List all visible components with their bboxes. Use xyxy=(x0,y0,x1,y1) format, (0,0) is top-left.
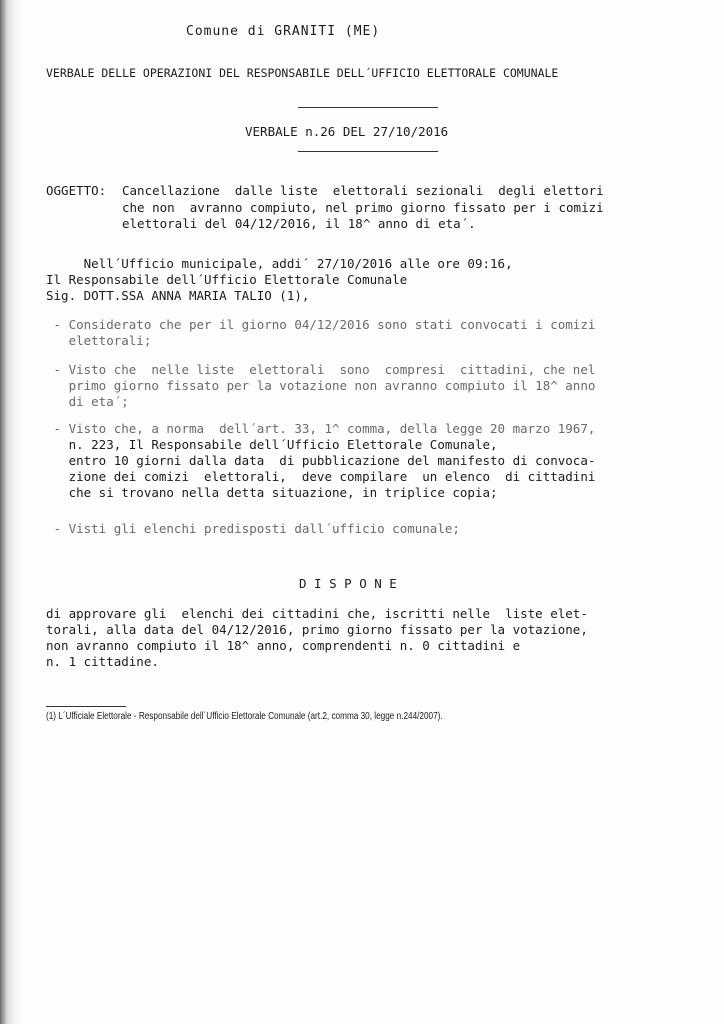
dispone-line-2: torali, alla data del 04/12/2016, primo giorno fissato per la votazione, xyxy=(46,622,588,637)
consideration-3-line-5: che si trovano nella detta situazione, in triplice copia; xyxy=(46,485,498,500)
oggetto-line-2: che non avranno compiuto, nel primo giorno fissato per i comizi xyxy=(122,200,604,215)
consideration-1-line-1: - Considerato che per il giorno 04/12/2016 sono stati convocati i comizi xyxy=(46,317,596,332)
consideration-2-line-1: - Visto che nelle liste elettorali sono compresi cittadini, che nel xyxy=(46,362,596,377)
consideration-3-line-4: zione dei comizi elettorali, deve compilare un elenco di cittadini xyxy=(46,469,596,484)
document-subtitle: VERBALE DELLE OPERAZIONI DEL RESPONSABILE DELL´UFFICIO ELETTORALE COMUNALE xyxy=(46,66,559,80)
intro-line-2: Il Responsabile dell´Ufficio Elettorale Comunale xyxy=(46,272,408,287)
oggetto-line-3: elettorali del 04/12/2016, il 18^ anno di eta´. xyxy=(122,216,476,231)
consideration-2-line-3: di eta´; xyxy=(46,394,129,409)
dispone-line-1: di approvare gli elenchi dei cittadini che, iscritti nelle liste elet- xyxy=(46,606,588,621)
consideration-3-line-3: entro 10 giorni dalla data di pubblicazione del manifesto di convoca- xyxy=(46,453,596,468)
dispone-heading: D I S P O N E xyxy=(299,576,397,591)
footnote-rule xyxy=(46,706,126,707)
comune-heading: Comune di GRANITI (ME) xyxy=(186,24,381,39)
consideration-3-line-1: - Visto che, a norma dell´art. 33, 1^ comma, della legge 20 marzo 1967, xyxy=(46,421,596,436)
footnote-text: (1) L´Ufficiale Elettorale - Responsabile dell´Ufficio Elettorale Comunale (art.2, comma 30, legge n.244/2007). xyxy=(46,711,443,722)
rule-top xyxy=(298,107,438,108)
consideration-3-line-2: n. 223, Il Responsabile dell´Ufficio Elettorale Comunale, xyxy=(46,437,498,452)
intro-line-1: Nell´Ufficio municipale, addi´ 27/10/2016 alle ore 09:16, xyxy=(46,256,513,271)
oggetto-label: OGGETTO: xyxy=(46,183,107,198)
intro-line-3: Sig. DOTT.SSA ANNA MARIA TALIO (1), xyxy=(46,288,310,303)
consideration-4-line-1: - Visti gli elenchi predisposti dall´ufficio comunale; xyxy=(46,521,460,536)
consideration-1-line-2: elettorali; xyxy=(46,333,152,348)
dispone-line-4: n. 1 cittadine. xyxy=(46,654,159,669)
dispone-line-3: non avranno compiuto il 18^ anno, comprendenti n. 0 cittadini e xyxy=(46,638,521,653)
oggetto-line-1: Cancellazione dalle liste elettorali sezionali degli elettori xyxy=(122,183,604,198)
consideration-2-line-2: primo giorno fissato per la votazione non avranno compiuto il 18^ anno xyxy=(46,378,596,393)
verbale-number: VERBALE n.26 DEL 27/10/2016 xyxy=(245,124,449,139)
scan-edge-shadow xyxy=(0,0,22,1024)
rule-bottom xyxy=(298,151,438,152)
